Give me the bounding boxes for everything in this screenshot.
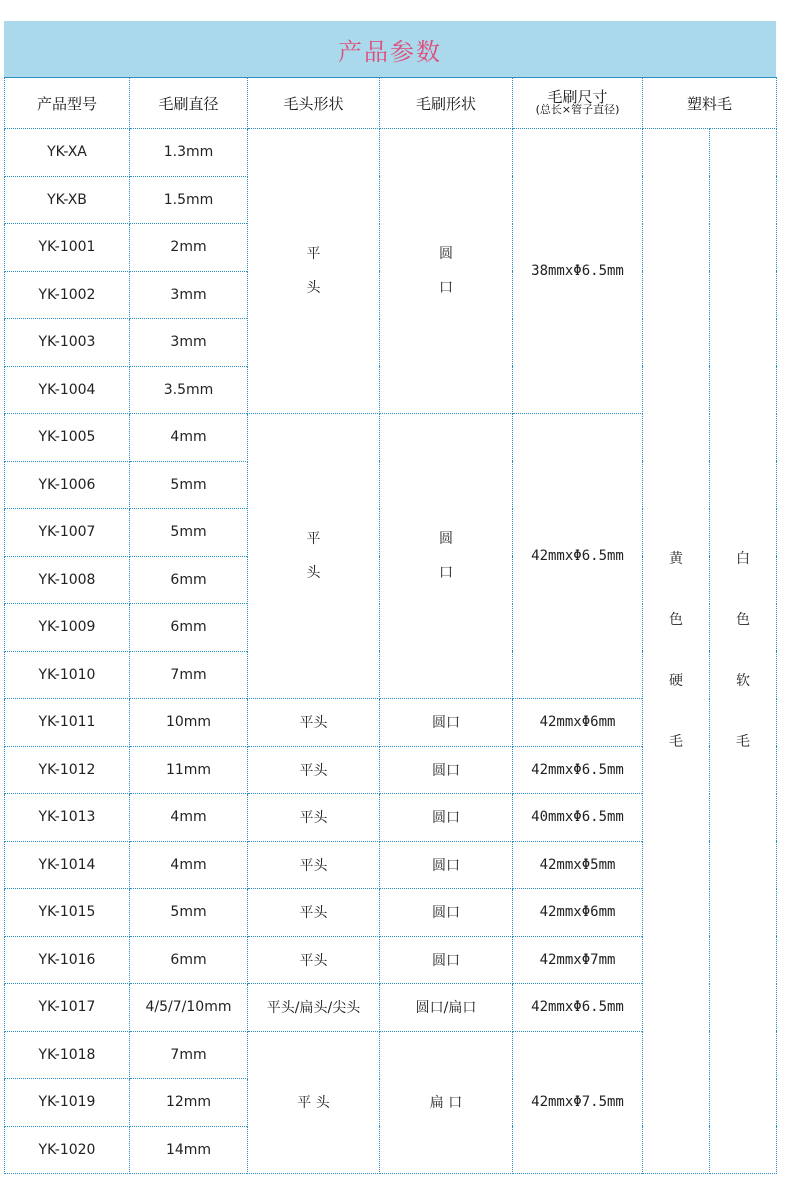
model-cell: YK-1014	[5, 841, 130, 889]
header-size-sub: (总长×管子直径)	[535, 102, 620, 116]
head-shape-group-1	[248, 129, 380, 414]
brush-shape-char: 圆	[439, 531, 453, 547]
brush-shape-cell: 圆口	[380, 794, 513, 842]
diameter-cell: 5mm	[130, 461, 248, 509]
diameter-cell: 3.5mm	[130, 366, 248, 414]
model-cell: YK-1003	[5, 319, 130, 367]
size-cell: 42mmxΦ7mm	[513, 936, 643, 984]
head-shape-char: 平	[306, 531, 321, 547]
brush-shape-cell: 圆口	[380, 889, 513, 937]
model-cell: YK-1015	[5, 889, 130, 937]
plastic-yellow-char: 硬	[669, 673, 683, 689]
plastic-white-char: 软	[736, 673, 750, 689]
head-shape-cell: 平头	[248, 889, 380, 937]
head-shape-cell: 平头	[248, 794, 380, 842]
model-cell: YK-1019	[5, 1079, 130, 1127]
diameter-cell: 12mm	[130, 1079, 248, 1127]
size-group-2: 42mmxΦ6.5mm	[513, 414, 643, 699]
diameter-cell: 4/5/7/10mm	[130, 984, 248, 1032]
model-cell: YK-XB	[5, 176, 130, 224]
model-cell: YK-1016	[5, 936, 130, 984]
model-cell: YK-1010	[5, 651, 130, 699]
table-row	[5, 129, 777, 177]
head-shape-group-2	[248, 414, 380, 699]
brush-shape-char: 口	[439, 565, 453, 581]
head-shape-cell: 平头	[248, 841, 380, 889]
diameter-cell: 4mm	[130, 794, 248, 842]
diameter-cell: 14mm	[130, 1126, 248, 1174]
diameter-cell: 1.5mm	[130, 176, 248, 224]
diameter-cell: 6mm	[130, 556, 248, 604]
size-cell: 42mmxΦ6.5mm	[513, 746, 643, 794]
model-cell: YK-1004	[5, 366, 130, 414]
model-cell: YK-1009	[5, 604, 130, 652]
plastic-yellow-char: 黄	[669, 551, 683, 567]
model-cell: YK-1007	[5, 509, 130, 557]
brush-shape-cell: 圆口	[380, 699, 513, 747]
header-size-main: 毛刷尺寸	[547, 87, 608, 106]
model-cell: YK-1011	[5, 699, 130, 747]
diameter-cell: 3mm	[130, 271, 248, 319]
model-cell: YK-1013	[5, 794, 130, 842]
size-cell: 42mmxΦ6.5mm	[513, 984, 643, 1032]
head-shape-cell: 平头	[248, 699, 380, 747]
size-cell: 42mmxΦ6mm	[513, 699, 643, 747]
header-size	[513, 78, 643, 129]
diameter-cell: 4mm	[130, 414, 248, 462]
diameter-cell: 5mm	[130, 889, 248, 937]
size-group-3: 42mmxΦ7.5mm	[513, 1031, 643, 1174]
model-cell: YK-XA	[5, 129, 130, 177]
diameter-cell: 11mm	[130, 746, 248, 794]
brush-shape-group-1	[380, 129, 513, 414]
size-cell: 40mmxΦ6.5mm	[513, 794, 643, 842]
page-title: 产品参数	[338, 37, 442, 66]
diameter-cell: 2mm	[130, 224, 248, 272]
model-cell: YK-1001	[5, 224, 130, 272]
header-brush-shape: 毛刷形状	[380, 78, 513, 129]
plastic-white-cell	[710, 129, 777, 1174]
product-spec-table	[4, 77, 777, 1174]
header-head-shape: 毛头形状	[248, 78, 380, 129]
diameter-cell: 3mm	[130, 319, 248, 367]
head-shape-cell: 平头	[248, 936, 380, 984]
diameter-cell: 5mm	[130, 509, 248, 557]
brush-shape-cell: 圆口	[380, 936, 513, 984]
diameter-cell: 4mm	[130, 841, 248, 889]
header-row	[5, 78, 777, 129]
brush-shape-group-2	[380, 414, 513, 699]
plastic-yellow-cell	[643, 129, 710, 1174]
diameter-cell: 6mm	[130, 936, 248, 984]
brush-shape-char: 口	[439, 280, 453, 296]
plastic-yellow-char: 毛	[669, 734, 683, 750]
head-shape-char: 平	[306, 246, 321, 262]
diameter-cell: 6mm	[130, 604, 248, 652]
diameter-cell: 1.3mm	[130, 129, 248, 177]
head-shape-char: 头	[306, 565, 321, 581]
title-banner	[4, 21, 776, 77]
header-model: 产品型号	[5, 78, 130, 129]
brush-shape-group-3: 扁 口	[380, 1031, 513, 1174]
diameter-cell: 10mm	[130, 699, 248, 747]
model-cell: YK-1006	[5, 461, 130, 509]
model-cell: YK-1008	[5, 556, 130, 604]
header-plastic: 塑料毛	[643, 78, 777, 129]
model-cell: YK-1018	[5, 1031, 130, 1079]
plastic-white-char: 白	[736, 551, 750, 567]
model-cell: YK-1002	[5, 271, 130, 319]
header-diameter: 毛刷直径	[130, 78, 248, 129]
size-cell: 42mmxΦ5mm	[513, 841, 643, 889]
brush-shape-cell: 圆口/扁口	[380, 984, 513, 1032]
diameter-cell: 7mm	[130, 651, 248, 699]
diameter-cell: 7mm	[130, 1031, 248, 1079]
model-cell: YK-1020	[5, 1126, 130, 1174]
head-shape-group-3: 平 头	[248, 1031, 380, 1174]
model-cell: YK-1017	[5, 984, 130, 1032]
head-shape-cell: 平头/扁头/尖头	[248, 984, 380, 1032]
model-cell: YK-1012	[5, 746, 130, 794]
head-shape-char: 头	[306, 280, 321, 296]
head-shape-cell: 平头	[248, 746, 380, 794]
plastic-white-char: 色	[736, 612, 750, 628]
size-group-1: 38mmxΦ6.5mm	[513, 129, 643, 414]
brush-shape-cell: 圆口	[380, 841, 513, 889]
plastic-white-char: 毛	[736, 734, 750, 750]
model-cell: YK-1005	[5, 414, 130, 462]
size-cell: 42mmxΦ6mm	[513, 889, 643, 937]
brush-shape-cell: 圆口	[380, 746, 513, 794]
brush-shape-char: 圆	[439, 246, 453, 262]
plastic-yellow-char: 色	[669, 612, 683, 628]
